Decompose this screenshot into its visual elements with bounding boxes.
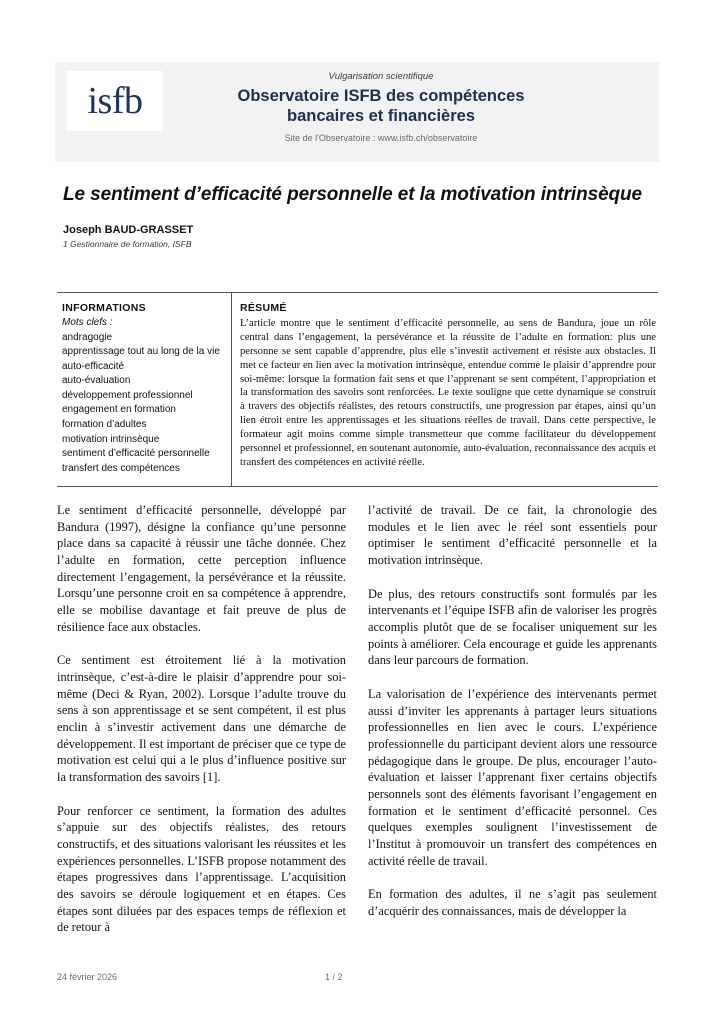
masthead-banner [55,62,659,162]
masthead-text-block [163,62,659,143]
list-item: andragogie [62,331,113,343]
keywords-list [62,331,227,477]
masthead-kicker: Vulgarisation scientifique [328,71,434,82]
page-title: Le sentiment d’efficacité personnelle et la motivation intrinsèque [63,184,643,205]
resume-text: L’article montre que le sentiment d’efficacité personnelle, au sens de Bandura, joue un rôle central dans l’engagement, la persévérance et la réussite de l’adulte en formation: plus une personne se sent capable d’apprendre, plus elle s’investit activement et résiste aux obstacles. Il met ce facteur en lien avec la motivation intrinsèque, entendue comme le plaisir d’apprendre pour soi-même: lorsque la formation fait sens et que l’apprenant se sent compétent, l’appropriation et la transformation des savoirs sont renforcées. Le texte souligne que cette dynamique se construit à travers des objectifs réalistes, des retours constructifs, une progression par étapes, ainsi qu’un lien étroit entre les apprentissages et les situations réelles de travail. Dans cette perspective, le formateur agit moins comme simple transmetteur que comme facilitateur du développement personnel et professionnel, en soutenant autonomie, auto-évaluation, reconnaissance des acquis et transfert des compétences en activité réelle. [240,318,656,468]
list-item: formation d’adultes [62,419,147,431]
author-affiliation: 1 Gestionnaire de formation, ISFB [63,239,192,250]
informations-heading: INFORMATIONS [62,302,146,314]
body-column-left [57,502,346,936]
isfb-logo-text: isfb [87,80,143,122]
list-item: sentiment d’efficacité personnelle [62,448,210,460]
body-paragraph: Ce sentiment est étroitement lié à la motivation intrinsèque, c’est-à-dire le plaisir d’apprendre pour soi-même (Deci & Ryan, 2002). Lorsque l’adulte trouve du sens à son apprentissage et se sent compétent, il est plus enclin à s’investir activement dans une démarche de développement. Il est important de préciser que ce type de motivation est celui qui a le plus d’influence positive sur la transformation des savoirs [1]. [57,653,347,785]
list-item: auto-évaluation [62,375,131,387]
informations-cell [57,293,232,486]
list-item: engagement en formation [62,404,176,416]
list-item: auto-efficacité [62,360,125,372]
info-abstract-table [57,292,658,487]
body-paragraph: Pour renforcer ce sentiment, la formation des adultes s’appuie sur des objectifs réalistes, des retours constructifs, et des situations valorisant les réussites et les expériences personnelles. L’ISFB propose notamment des étapes progressives dans l’apprentissage. L’acquisition des savoirs se déroule logiquement et en étapes. Ces étapes sont diluées par des espaces temps de réflexion et de retour à [57,803,346,935]
masthead-site-url[interactable]: Site de l'Observatoire : www.isfb.ch/observatoire [284,133,478,144]
list-item: motivation intrinsèque [62,433,160,445]
body-paragraph: En formation des adultes, il ne s’agit pas seulement d’acquérir des connaissances, mais de développer la [368,887,657,919]
list-item: transfert des compétences [62,462,180,474]
footer-date: 24 février 2026 [57,972,118,982]
author-name: Joseph BAUD-GRASSET [63,224,194,237]
list-item: développement professionnel [62,389,193,401]
masthead-title-line-1: Observatoire ISFB des compétences [237,87,525,105]
body-paragraph: l’activité de travail. De ce fait, la chronologie des modules et le lien avec le réel sont essentiels pour optimiser le sentiment d’efficacité personnelle et la motivation intrinsèque. [368,503,657,568]
body-columns [57,502,658,936]
body-column-right [368,502,657,936]
footer-page-number: 1 / 2 [325,972,343,982]
keywords-label: Mots clefs : [62,317,113,328]
list-item: apprentissage tout au long de la vie [62,346,220,358]
body-paragraph: La valorisation de l’expérience des intervenants permet aussi d’inviter les apprenants à partager leurs situations professionnelles en lien avec le cours. L’expérience professionnelle du participant devient alors une ressource pédagogique dans le groupe. De plus, encourager l’auto-évaluation et laisser l’apprenant fixer certains objectifs personnels sont des éléments favorisant l’engagement en formation et le sentiment d’efficacité personnel. Ces quelques exemples soulignent l’investissement de l’Institut à promouvoir un transfert des compétences en activité réelle de travail. [368,687,657,868]
masthead-title-line-2: bancaires et financières [286,107,475,126]
body-paragraph: De plus, des retours constructifs sont formulés par les intervenants et l’équipe ISFB afin de valoriser les progrès accomplis plutôt que de se focaliser uniquement sur les points à améliorer. Cela encourage et guide les apprenants dans leur parcours de formation. [368,586,657,668]
masthead-title [163,86,599,126]
resume-cell [232,293,658,486]
body-paragraph: Le sentiment d’efficacité personnelle, développé par Bandura (1997), désigne la confiance qu’une personne place dans sa capacité à réussir une tâche donnée. Chez l’adulte en formation, cette perception influence directement l’engagement, la persévérance et la réussite. Lorsqu’une personne croit en sa compétence à apprendre, elle se mobilise davantage et fait preuve de plus de résilience face aux obstacles. [57,503,346,634]
resume-heading: RÉSUMÉ [240,302,287,314]
title-block [63,183,659,249]
isfb-logo [67,71,163,131]
